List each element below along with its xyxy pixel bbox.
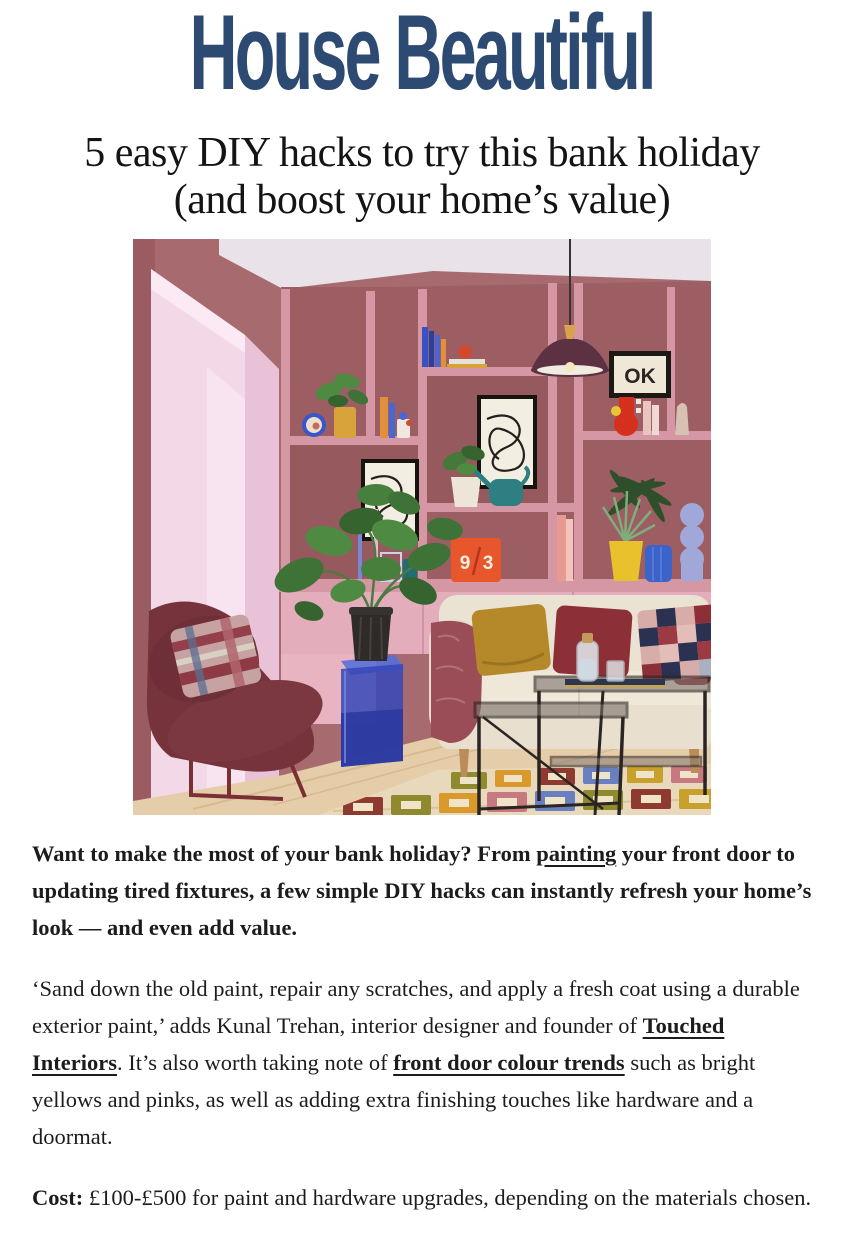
hero-photo-graphic	[133, 239, 711, 815]
cost-text: £100-£500 for paint and hardware upgrades, depending on the materials chosen.	[83, 1184, 812, 1210]
ok-frame	[609, 351, 671, 398]
masthead	[0, 0, 844, 113]
quote-text: ‘Sand down the old paint, repair any scratches, and apply a fresh coat using a durable exterior paint,’ adds Kunal Trehan, interior designer and founder of	[32, 975, 800, 1038]
ribbed-plant-pot	[349, 607, 393, 661]
cost-label: Cost:	[32, 1184, 84, 1210]
paragraph-quote	[32, 970, 812, 1155]
quote-text-middle: . It’s also worth taking note of	[116, 1049, 394, 1075]
headline-line-1: 5 easy DIY hacks to try this bank holiday	[84, 130, 760, 176]
amber-vase	[334, 407, 356, 438]
quote-text-end: such as bright yellows and pinks, as well as adding extra finishing touches like hardware and a doormat.	[32, 1049, 756, 1149]
article-body	[0, 835, 844, 1216]
masthead-logo-text: House Beautiful	[189, 0, 655, 113]
flip-clock	[451, 538, 501, 582]
yellow-pot	[609, 541, 643, 581]
blue-fluted-pot	[645, 545, 672, 582]
beige-vase	[675, 403, 689, 435]
paragraph-lead	[32, 835, 812, 946]
clock-left-digit: 9	[459, 552, 471, 574]
clock-right-digit: 3	[482, 552, 494, 574]
drinking-glass	[607, 661, 624, 681]
masthead-logo[interactable]	[0, 0, 844, 113]
link-painting[interactable]: painting	[536, 840, 617, 866]
squiggle-vase	[680, 503, 704, 581]
hero-image	[133, 239, 711, 815]
mustard-cushion	[471, 603, 551, 676]
article-headline	[10, 130, 834, 225]
paragraph-cost	[32, 1179, 812, 1216]
link-touched-interiors[interactable]: Touched Interiors	[32, 1012, 725, 1075]
blue-glass-table	[341, 655, 405, 767]
lead-text: Want to make the most of your bank holiday? From	[32, 840, 537, 866]
checkered-cushion	[637, 604, 711, 682]
lead-text-continued: your front door to updating tired fixtures, a few simple DIY hacks can instantly refresh your home’s look — and even add value.	[32, 840, 812, 940]
headline-line-2: (and boost your home’s value)	[173, 177, 671, 224]
red-ball-ornament	[458, 345, 472, 359]
ok-art-text: OK	[624, 364, 656, 388]
link-front-door-colour-trends[interactable]: front door colour trends	[393, 1049, 625, 1075]
orange-bookend	[380, 397, 388, 438]
